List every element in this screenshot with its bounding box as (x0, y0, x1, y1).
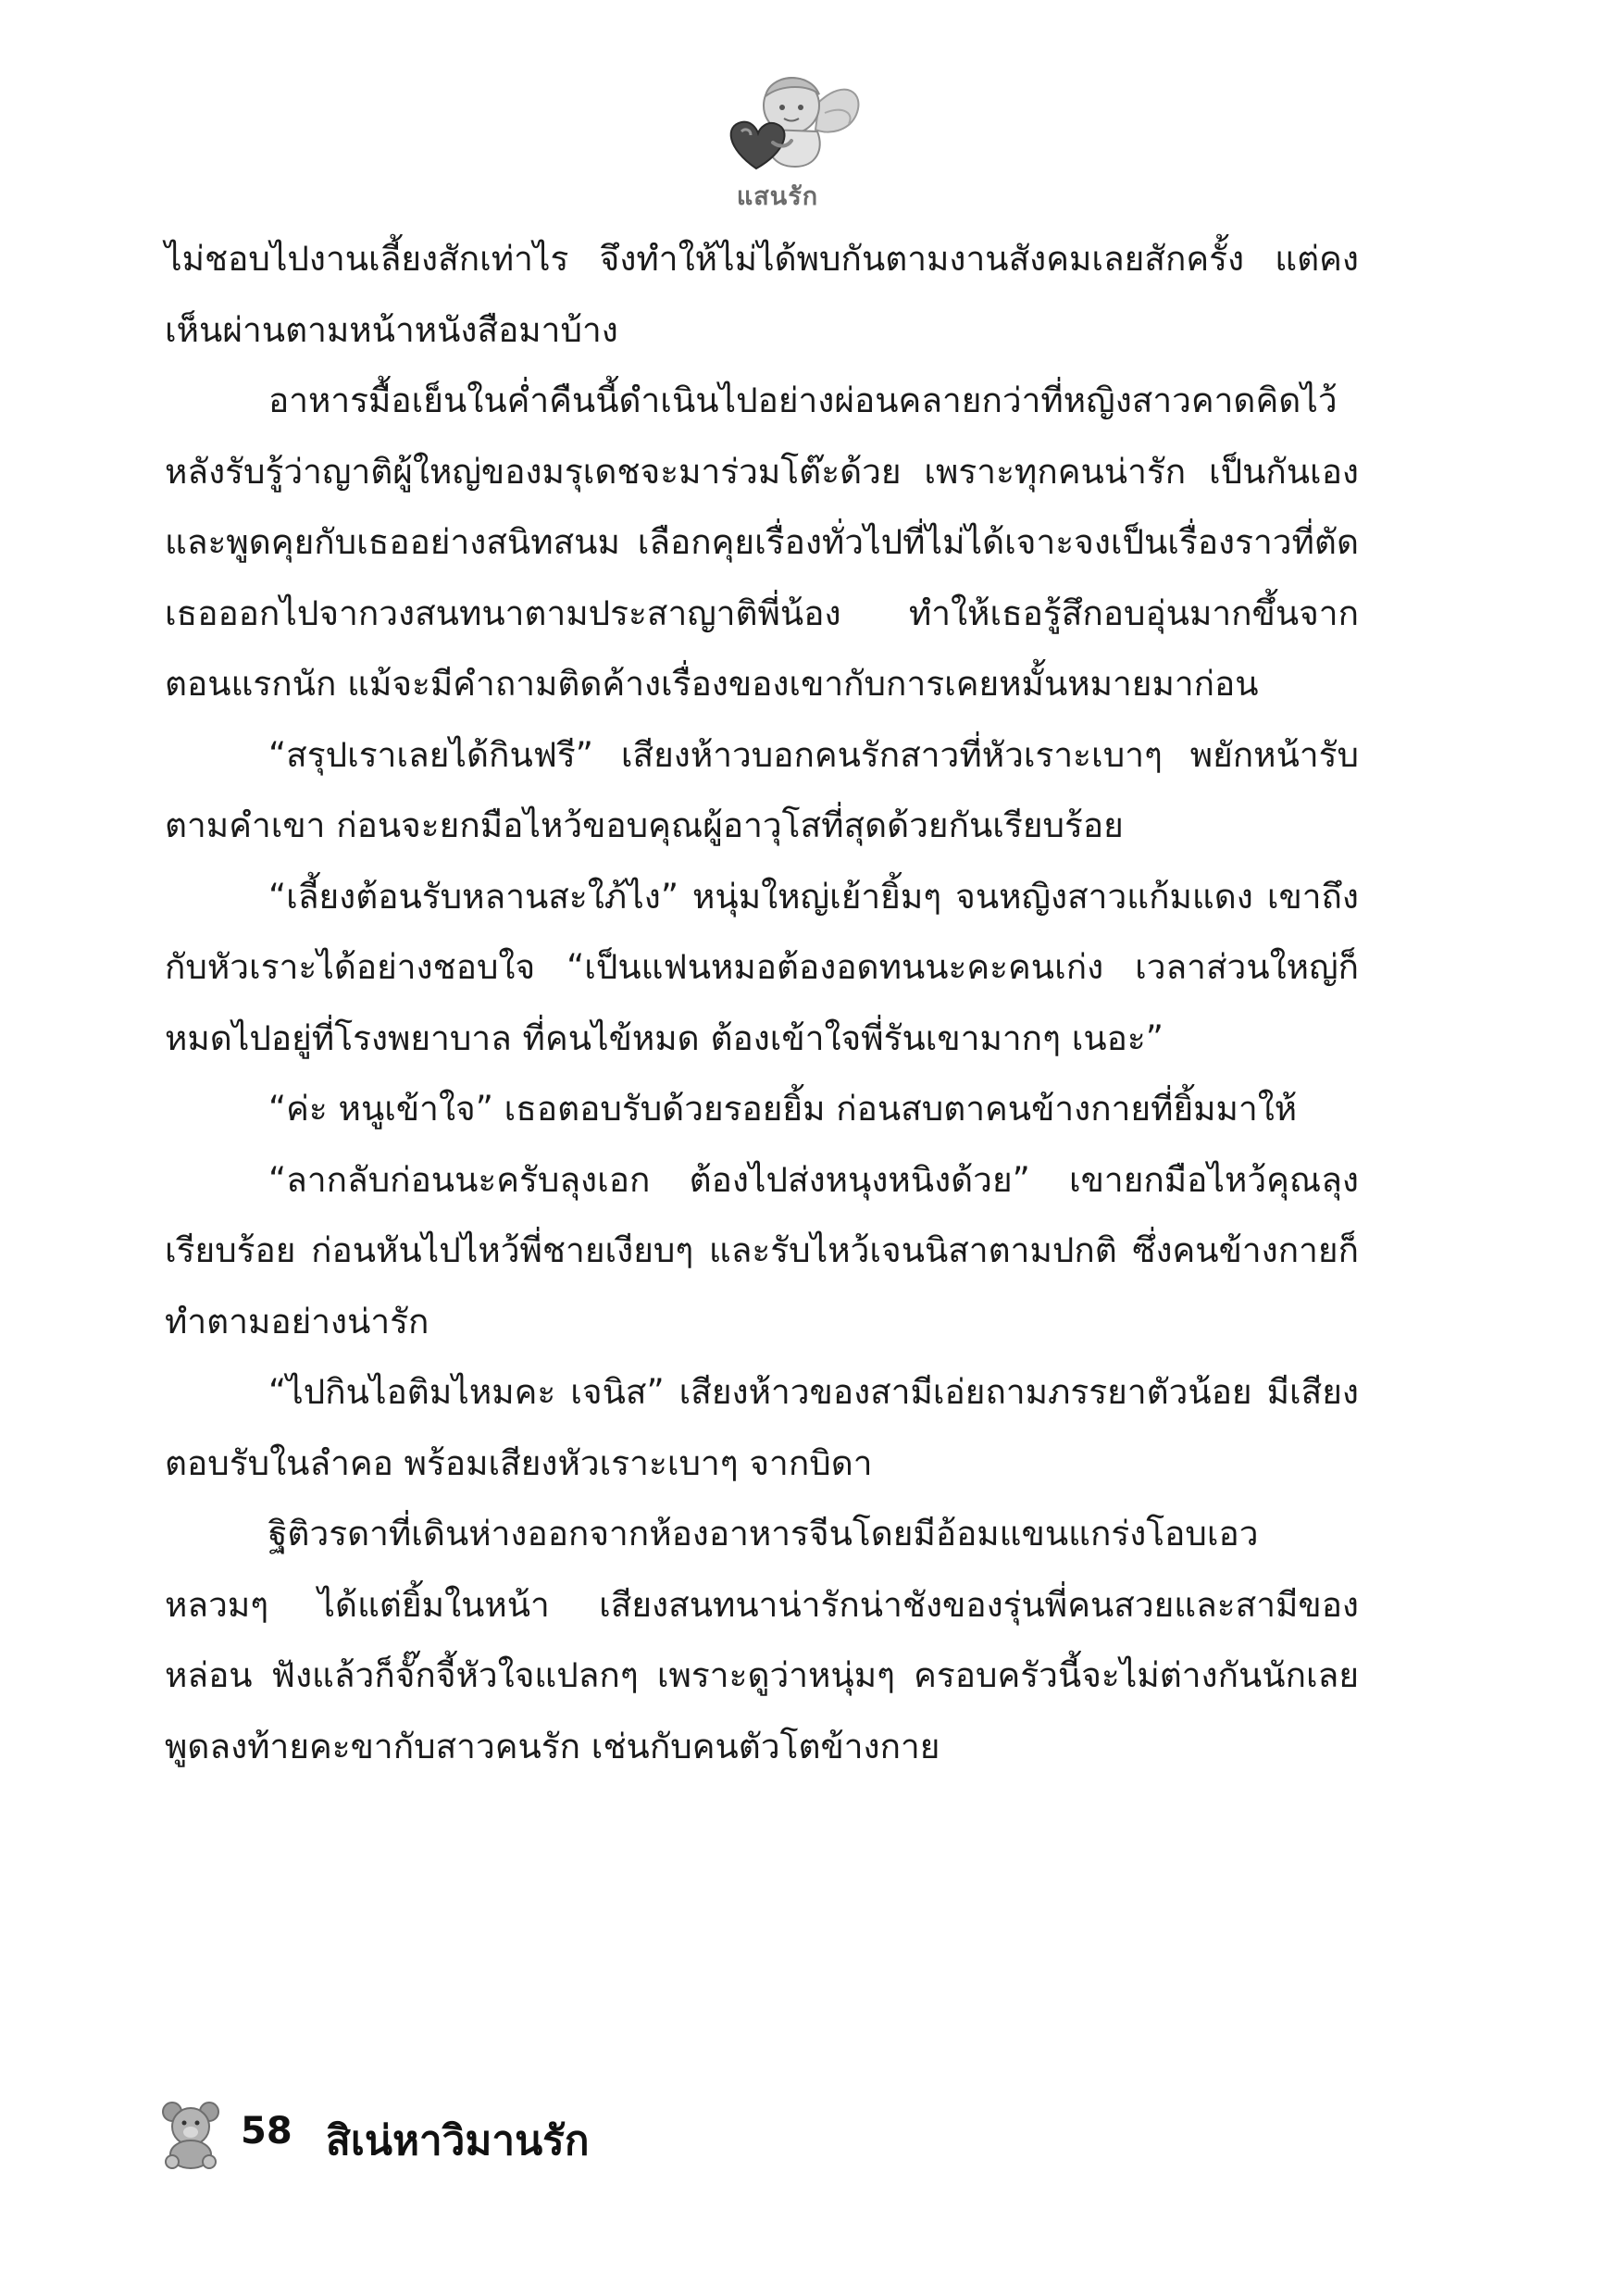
book-title: สิเน่หาวิมานรัก (326, 2117, 590, 2165)
teddy-bear-icon (156, 2097, 228, 2169)
paragraph: ฐิติวรดาที่เดินห่างออกจากห้องอาหารจีนโดยมีอ้อมแขนแกร่งโอบเอวหลวมๆ ได้แต่ยิ้มในหน้า เสียงสนทนาน่ารักน่าชังของรุ่นพี่คนสวยและสามีของหล่อน ฟังแล้วก็จั๊กจี้หัวใจแปลกๆ เพราะดูว่าหนุ่มๆ ครอบครัวนี้จะไม่ต่างกันนักเลย พูดลงท้ายคะขากับสาวคนรัก เช่นกับคนตัวโตข้างกาย (165, 1514, 1359, 1766)
paragraph: อาหารมื้อเย็นในค่ำคืนนี้ดำเนินไปอย่างผ่อนคลายกว่าที่หญิงสาวคาดคิดไว้ หลังรับรู้ว่าญาติผู้ใหญ่ของมรุเดชจะมาร่วมโต๊ะด้วย เพราะทุกคนน่ารัก เป็นกันเอง และพูดคุยกับเธออย่างสนิทสนม เลือกคุยเรื่องทั่วไปที่ไม่ได้เจาะจงเป็นเรื่องราวที่ตัดเธอออกไปจากวงสนทนาตามประสาญาติพี่น้อง ทำให้เธอรู้สึกอบอุ่นมากขึ้นจากตอนแรกนัก แม้จะมีคำถามติดค้างเรื่องของเขากับการเคยหมั้นหมายมาก่อน (165, 381, 1359, 704)
paragraph: “ไปกินไอติมไหมคะ เจนิส” เสียงห้าวของสามีเอ่ยถามภรรยาตัวน้อย มีเสียงตอบรับในลำคอ พร้อมเสียงหัวเราะเบาๆ จากบิดา (165, 1372, 1359, 1483)
body-text (165, 224, 1359, 1782)
paragraph: “ค่ะ หนูเข้าใจ” เธอตอบรับด้วยรอยยิ้ม ก่อนสบตาคนข้างกายที่ยิ้มมาให้ (268, 1089, 1298, 1129)
paragraph: “ลากลับก่อนนะครับลุงเอก ต้องไปส่งหนุงหนิงด้วย” เขายกมือไหว้คุณลุงเรียบร้อย ก่อนหันไปไหว้พี่ชายเงียบๆ และรับไหว้เจนนิสาตามปกติ ซึ่งคนข้างกายก็ทำตามอย่างน่ารัก (165, 1159, 1359, 1341)
paragraph: “เลี้ยงต้อนรับหลานสะใภ้ไง” หนุ่มใหญ่เย้ายิ้มๆ จนหญิงสาวแก้มแดง เขาถึงกับหัวเราะได้อย่างชอบใจ “เป็นแฟนหมอต้องอดทนนะคะคนเก่ง เวลาส่วนใหญ่ก็หมดไปอยู่ที่โรงพยาบาล ที่คนไข้หมด ต้องเข้าใจพี่รันเขามากๆ เนอะ” (165, 876, 1359, 1058)
page-number: 58 (241, 2110, 292, 2152)
logo-text: แสนรัก (736, 182, 819, 211)
header-logo (680, 57, 875, 211)
paragraph: “สรุปเราเลยได้กินฟรี” เสียงห้าวบอกคนรักสาวที่หัวเราะเบาๆ พยักหน้ารับตามคำเขา ก่อนจะยกมือไหว้ขอบคุณผู้อาวุโสที่สุดด้วยกันเรียบร้อย (165, 734, 1359, 845)
paragraph: ไม่ชอบไปงานเลี้ยงสักเท่าไร จึงทำให้ไม่ได้พบกันตามงานสังคมเลยสักครั้ง แต่คงเห็นผ่านตามหน้าหนังสือมาบ้าง (165, 239, 1359, 350)
page-footer (156, 2097, 803, 2171)
cupid-heart-icon (680, 57, 875, 182)
